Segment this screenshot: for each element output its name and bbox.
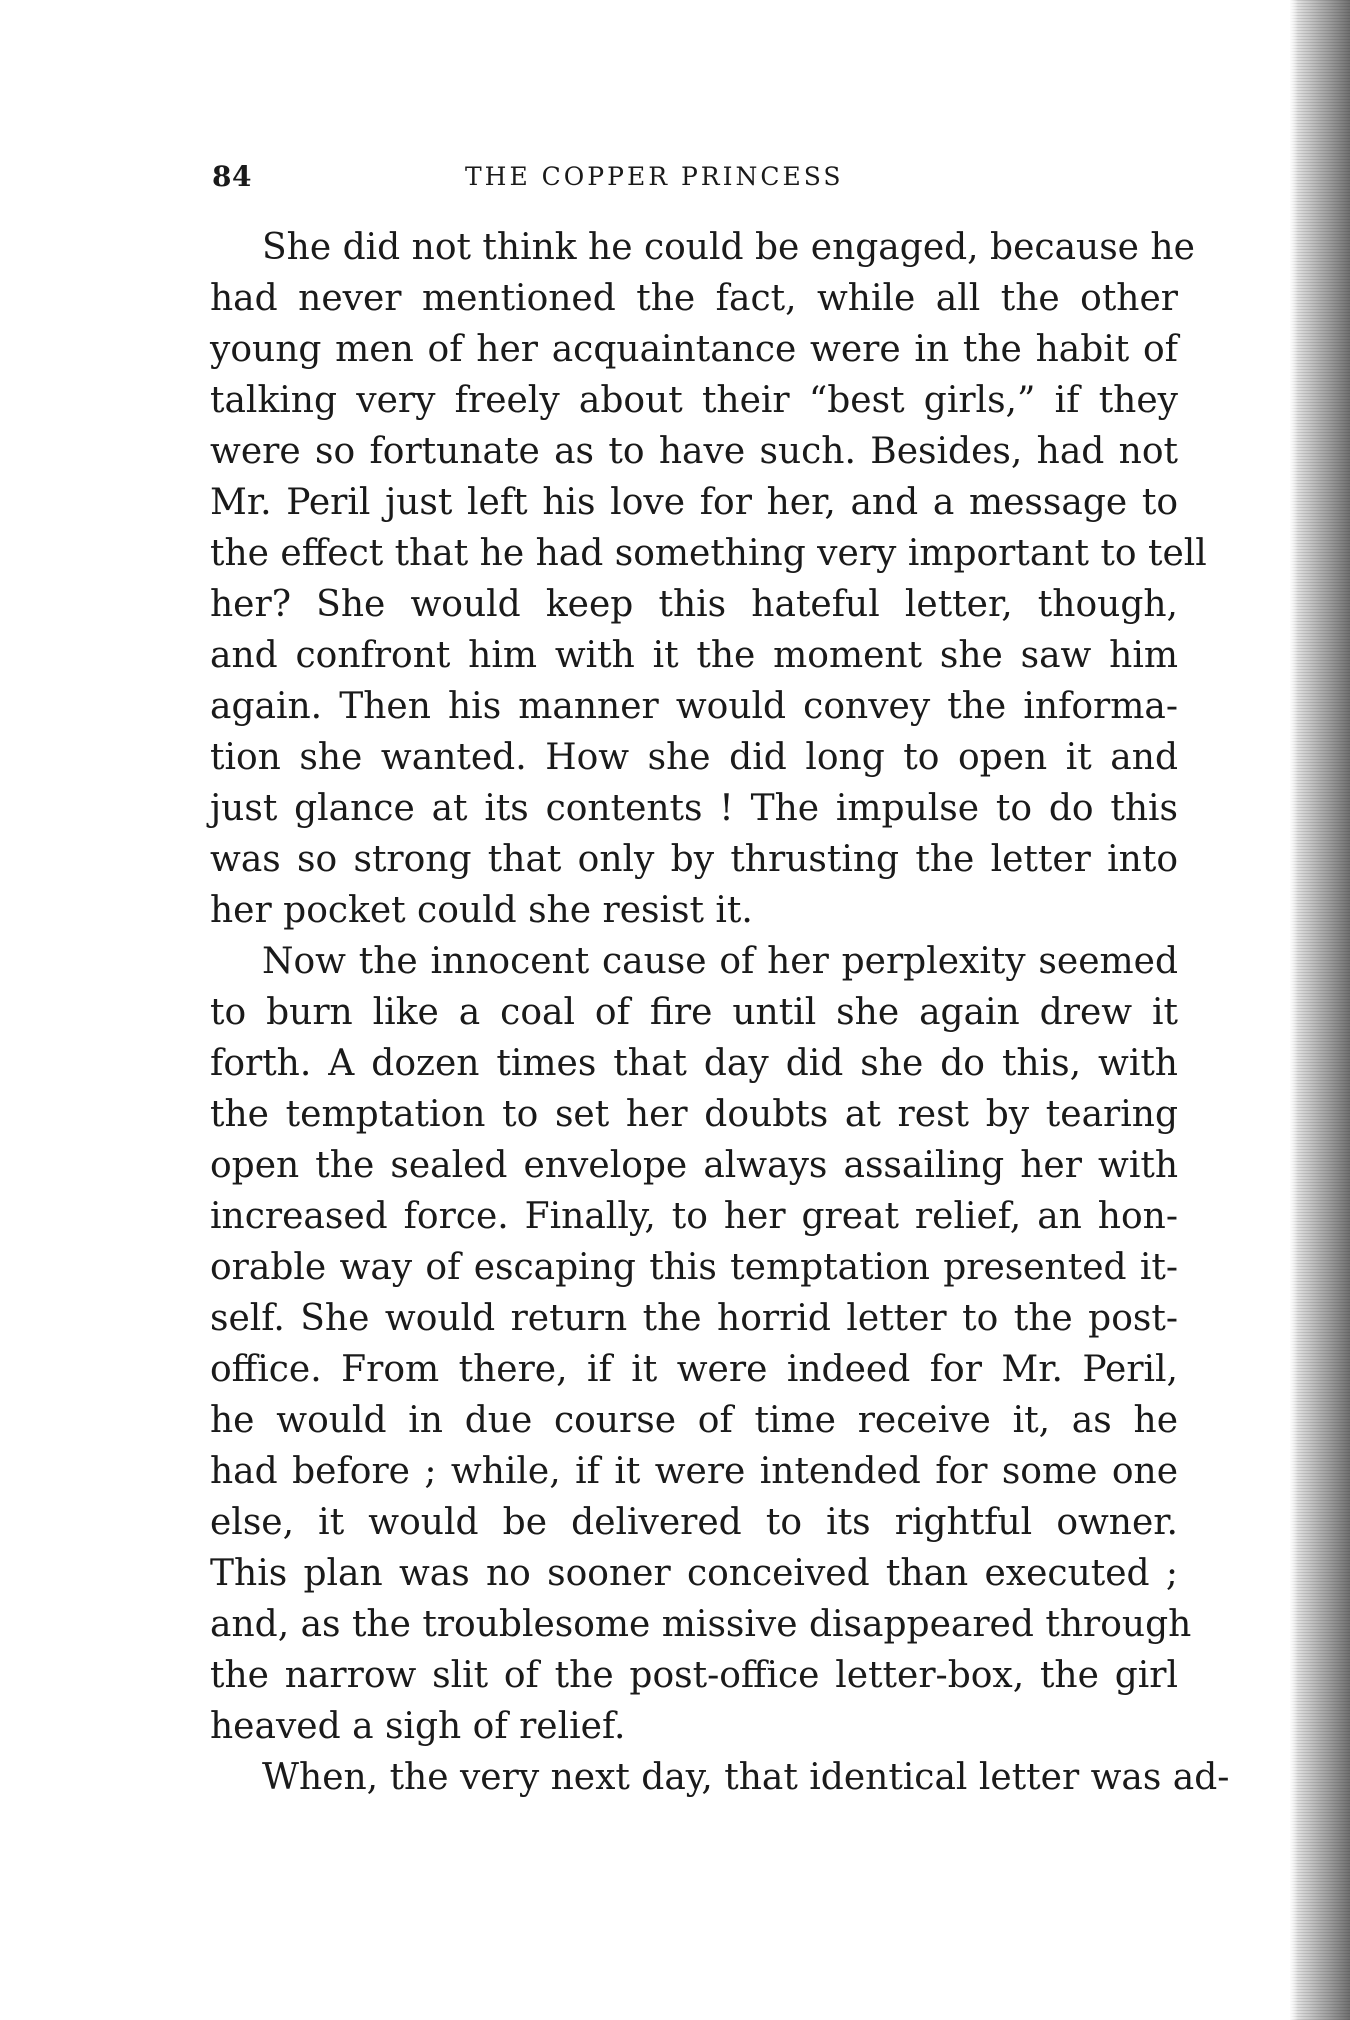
text-line: heaved a sigh of relief.: [210, 1706, 626, 1747]
text-line: had never mentioned the fact, while all the other: [210, 278, 1178, 319]
text-line: increased force. Finally, to her great relief, an hon-: [210, 1196, 1178, 1237]
text-line: to burn like a coal of fire until she again drew it: [210, 992, 1178, 1033]
text-line: just glance at its contents ! The impulse to do this: [210, 788, 1178, 829]
text-line: Now the innocent cause of her perplexity seemed: [262, 941, 1178, 982]
text-line: had before ; while, if it were intended for some one: [210, 1451, 1178, 1492]
text-line: This plan was no sooner conceived than executed ;: [210, 1553, 1178, 1594]
text-line: Mr. Peril just left his love for her, and a message to: [210, 482, 1178, 523]
text-line: open the sealed envelope always assailing her with: [210, 1145, 1178, 1186]
text-line: self. She would return the horrid letter to the post-: [210, 1298, 1178, 1339]
text-line: again. Then his manner would convey the informa-: [210, 686, 1178, 727]
body-text: [210, 222, 1230, 1803]
text-line: the temptation to set her doubts at rest by tearing: [210, 1094, 1178, 1135]
text-line: else, it would be delivered to its rightful owner.: [210, 1502, 1178, 1543]
text-line: were so fortunate as to have such. Besides, had not: [210, 431, 1178, 472]
text-line: was so strong that only by thrusting the letter into: [210, 839, 1178, 880]
text-line: the narrow slit of the post-office letter-box, the girl: [210, 1655, 1178, 1696]
text-line: tion she wanted. How she did long to open it and: [210, 737, 1178, 778]
page-number: 84: [212, 160, 252, 193]
text-line: office. From there, if it were indeed for Mr. Peril,: [210, 1349, 1178, 1390]
text-line: talking very freely about their “best girls,” if they: [210, 380, 1178, 421]
text-line: her? She would keep this hateful letter, though,: [210, 584, 1178, 625]
paragraph-3: [210, 1752, 1230, 1803]
text-line: and confront him with it the moment she saw him: [210, 635, 1178, 676]
book-title: THE COPPER PRINCESS: [465, 162, 844, 191]
text-line: he would in due course of time receive it, as he: [210, 1400, 1178, 1441]
page-edge-shadow: [1290, 0, 1350, 2020]
running-head: [0, 157, 1350, 197]
text-line: orable way of escaping this temptation presented it-: [210, 1247, 1178, 1288]
text-line: When, the very next day, that identical letter was ad-: [262, 1757, 1230, 1798]
text-line: and, as the troublesome missive disappeared through: [210, 1604, 1192, 1645]
paragraph-1: [210, 222, 1207, 936]
text-line: her pocket could she resist it.: [210, 890, 753, 931]
text-line: She did not think he could be engaged, because he: [262, 227, 1195, 268]
text-line: forth. A dozen times that day did she do this, with: [210, 1043, 1178, 1084]
paragraph-2: [210, 936, 1192, 1752]
text-line: young men of her acquaintance were in the habit of: [210, 329, 1178, 370]
text-line: the effect that he had something very important to tell: [210, 533, 1207, 574]
